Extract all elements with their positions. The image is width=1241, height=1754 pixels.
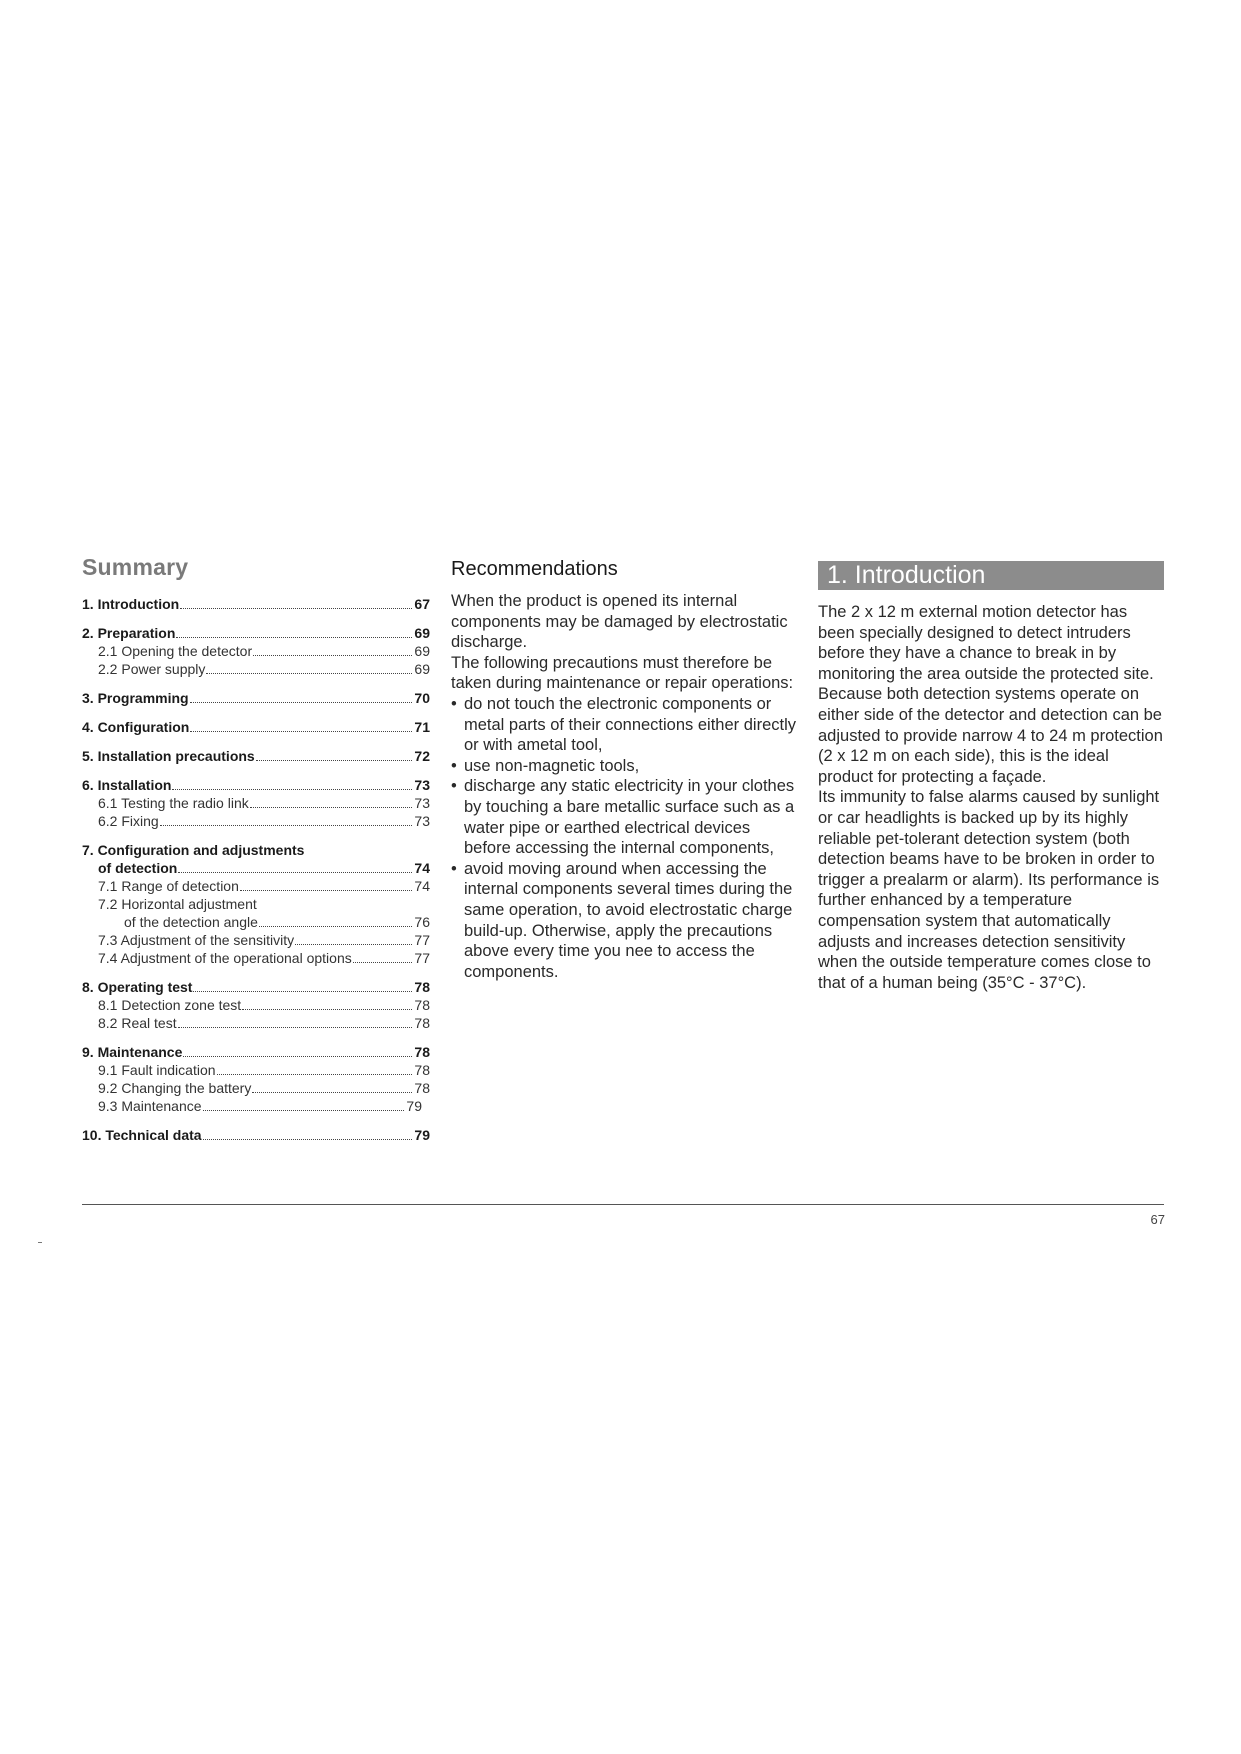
toc-section-8	[82, 978, 430, 1032]
footer-divider	[82, 1204, 1164, 1205]
toc-subentry[interactable]: 8.2 Real test 78	[98, 1015, 430, 1031]
introduction-paragraph: Its immunity to false alarms caused by sunlight or car headlights is backed up by its highly reliable pet-tolerant detection system (both detection beams have to be broken in order to trigger a prealarm or alarm). Its performance is further enhanced by a temperature compensation system that automatically adjusts and increases detection sensitivity when the outside temperature comes close to that of a human being (35°C - 37°C).	[818, 788, 1160, 992]
list-item: • discharge any static electricity in your clothes by touching a bare metallic surface such as a water pipe or earthed electrical devices before accessing the internal components,	[451, 776, 799, 858]
toc-subentry[interactable]: of the detection angle 76	[124, 914, 430, 930]
toc-subentry[interactable]: 7.4 Adjustment of the operational options 77	[98, 950, 430, 966]
toc-section-3	[82, 689, 430, 707]
toc-subentry[interactable]: 6.2 Fixing 73	[98, 813, 430, 829]
toc-section-10	[82, 1126, 430, 1144]
toc-section-6	[82, 776, 430, 830]
toc-subentry[interactable]: 9.3 Maintenance 79	[98, 1098, 422, 1114]
introduction-paragraph: Because both detection systems operate on either side of the detector and detection can be adjusted to provide narrow 4 to 24 m protection (2 x 12 m on each side), this is the ideal product for protecting a façade.	[818, 685, 1163, 786]
toc-section-4	[82, 718, 430, 736]
toc-subentry[interactable]: 2.1 Opening the detector 69	[98, 643, 430, 659]
toc-subentry[interactable]: 9.1 Fault indication 78	[98, 1062, 430, 1078]
table-of-contents	[82, 554, 430, 1155]
toc-entry[interactable]: 4. Configuration 71	[82, 719, 430, 735]
list-item: • do not touch the electronic components or metal parts of their connections either directly or with ametal tool,	[451, 694, 799, 756]
toc-entry[interactable]: 6. Installation 73	[82, 777, 430, 793]
toc-entry[interactable]: 2. Preparation 69	[82, 625, 430, 641]
recommendations-section	[451, 558, 799, 982]
toc-subentry[interactable]: 6.1 Testing the radio link 73	[98, 795, 430, 811]
toc-entry[interactable]: of detection 74	[98, 860, 430, 876]
toc-entry[interactable]: 5. Installation precautions 72	[82, 748, 430, 764]
list-item: • avoid moving around when accessing the internal components several times during the same operation, to avoid electrostatic charge build-up. Otherwise, apply the precautions above every time you nee to access the components.	[451, 859, 799, 983]
list-item: • use non-magnetic tools,	[451, 756, 799, 777]
introduction-section	[818, 561, 1164, 993]
toc-subentry-line1[interactable]: 7.2 Horizontal adjustment	[98, 896, 257, 912]
summary-title: Summary	[82, 554, 189, 580]
toc-section-9	[82, 1043, 430, 1115]
scan-mark	[38, 1242, 42, 1243]
toc-section-2	[82, 624, 430, 678]
toc-entry-line1[interactable]: 7. Configuration and adjustments	[82, 842, 305, 858]
recommendations-paragraph: When the product is opened its internal components may be damaged by electrostatic discharge.	[451, 592, 788, 652]
recommendations-title: Recommendations	[451, 558, 618, 580]
toc-subentry[interactable]: 7.3 Adjustment of the sensitivity 77	[98, 932, 430, 948]
toc-entry[interactable]: 9. Maintenance 78	[82, 1044, 430, 1060]
recommendations-paragraph: The following precautions must therefore be taken during maintenance or repair operations:	[451, 653, 794, 693]
toc-subentry[interactable]: 8.1 Detection zone test 78	[98, 997, 430, 1013]
toc-section-5	[82, 747, 430, 765]
toc-subentry[interactable]: 2.2 Power supply 69	[98, 661, 430, 677]
introduction-heading-banner: 1. Introduction	[818, 561, 1164, 590]
toc-entry[interactable]: 8. Operating test 78	[82, 979, 430, 995]
toc-section-1	[82, 595, 430, 613]
toc-entry[interactable]: 1. Introduction 67	[82, 596, 430, 612]
introduction-paragraph: The 2 x 12 m external motion detector has been specially designed to detect intruders before they have a chance to break in by monitoring the area outside the protected site.	[818, 603, 1154, 683]
toc-entry[interactable]: 10. Technical data 79	[82, 1127, 430, 1143]
page-number: 67	[1150, 1212, 1165, 1227]
toc-entry[interactable]: 3. Programming 70	[82, 690, 430, 706]
precautions-list	[451, 694, 799, 982]
toc-section-7	[82, 841, 430, 967]
toc-subentry[interactable]: 9.2 Changing the battery 78	[98, 1080, 430, 1096]
toc-subentry[interactable]: 7.1 Range of detection 74	[98, 878, 430, 894]
